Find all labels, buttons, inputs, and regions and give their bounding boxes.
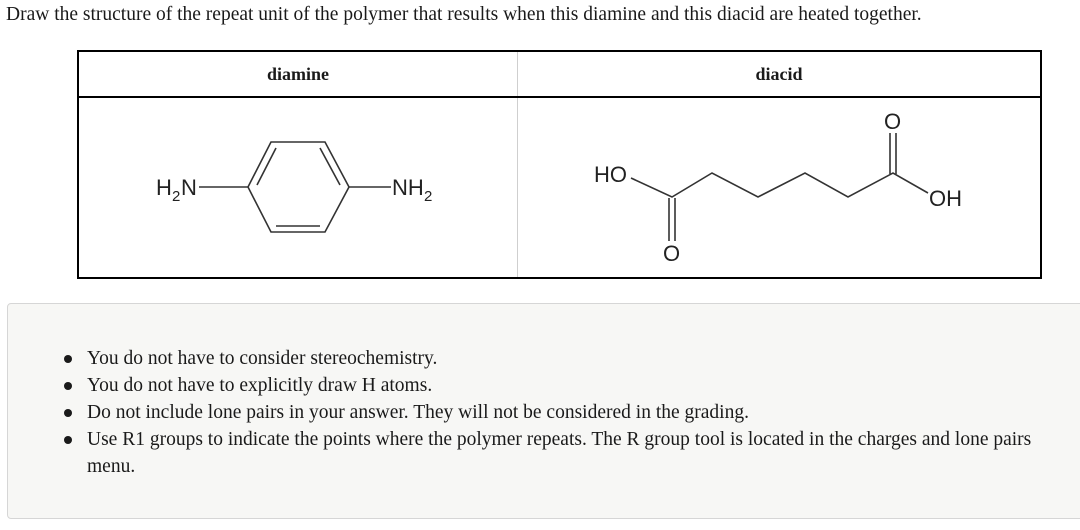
- bullet-icon: [64, 409, 72, 417]
- table-header-row: [79, 52, 1040, 98]
- diacid-bottom-oxygen: O: [663, 241, 681, 266]
- instruction-item: Do not include lone pairs in your answer. They will not be considered in the grading.: [62, 399, 1072, 426]
- instructions-list: [62, 345, 1072, 480]
- diamine-right-sub: 2: [424, 188, 433, 205]
- ring-double-bond-1: [257, 148, 276, 185]
- diamine-left-h: H: [156, 175, 172, 200]
- diamine-right-nh: NH: [392, 175, 424, 200]
- diacid-cell: [518, 98, 1040, 277]
- header-diamine: diamine: [79, 52, 518, 96]
- instruction-item: You do not have to consider stereochemistry.: [62, 345, 1072, 372]
- table-body-row: [79, 98, 1040, 277]
- diacid-left-hydroxyl: HO: [594, 162, 627, 187]
- diamine-structure: [79, 98, 517, 277]
- diamine-cell: [79, 98, 518, 277]
- diamine-left-sub: 2: [172, 188, 181, 205]
- bullet-icon: [64, 382, 72, 390]
- ring-double-bond-2: [320, 148, 340, 185]
- header-diacid: diacid: [755, 63, 803, 84]
- diacid-structure: [518, 98, 1040, 277]
- benzene-ring: [248, 142, 349, 232]
- bullet-icon: [64, 436, 72, 444]
- instruction-item: You do not have to explicitly draw H atoms.: [62, 372, 1072, 399]
- bullet-icon: [64, 355, 72, 363]
- question-text: Draw the structure of the repeat unit of the polymer that results when this diamine and this diacid are heated together.: [6, 4, 922, 25]
- diamine-left-n: N: [181, 175, 197, 200]
- instructions-box: [7, 303, 1080, 519]
- diacid-top-oxygen: O: [884, 109, 902, 134]
- diacid-carbon-chain: [631, 173, 928, 197]
- instruction-item: Use R1 groups to indicate the points where the polymer repeats. The R group tool is located in the charges and lone pairs menu.: [62, 426, 1072, 480]
- reactants-table: [77, 50, 1042, 279]
- diacid-right-hydroxyl: OH: [929, 186, 962, 211]
